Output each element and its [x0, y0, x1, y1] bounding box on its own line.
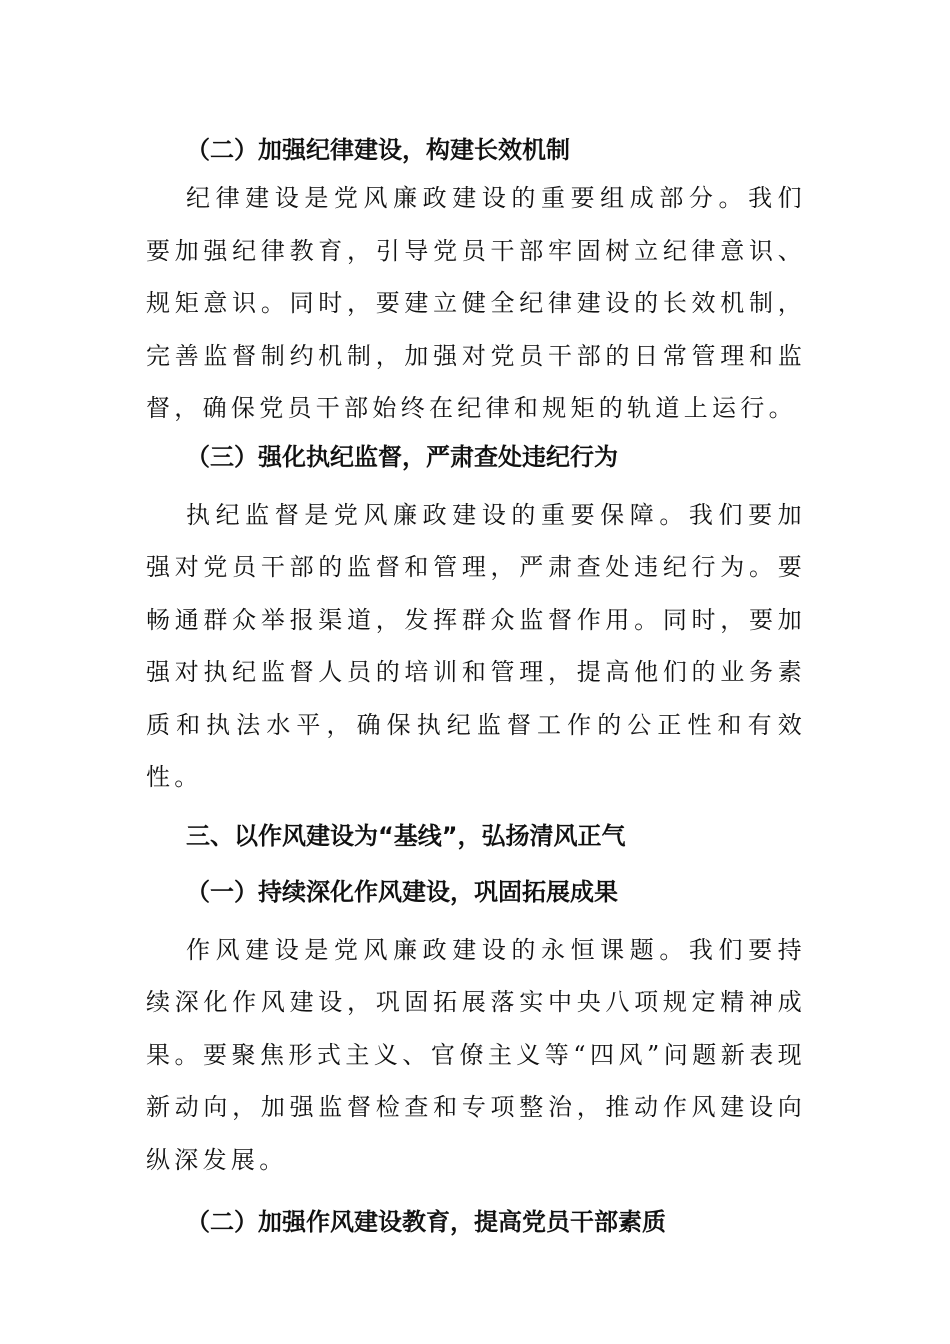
section-heading-deepen-work-style: （一）持续深化作风建设，巩固拓展成果	[186, 877, 618, 906]
paragraph-discipline-building: 纪律建设是党风廉政建设的重要组成部分。我们要加强纪律教育，引导党员干部牢固树立纪律意识、规矩意识。同时，要建立健全纪律建设的长效机制，完善监督制约机制，加强对党员干部的日常管理和监督，确保党员干部始终在纪律和规矩的轨道上运行。	[146, 184, 806, 422]
paragraph-discipline-supervision: 执纪监督是党风廉政建设的重要保障。我们要加强对党员干部的监督和管理，严肃查处违纪行为。要畅通群众举报渠道，发挥群众监督作用。同时，要加强对执纪监督人员的培训和管理，提高他们的业务素质和执法水平，确保执纪监督工作的公正性和有效性。	[146, 500, 806, 791]
section-heading-discipline-supervision: （三）强化执纪监督，严肃查处违纪行为	[186, 442, 618, 471]
paragraph-work-style: 作风建设是党风廉政建设的永恒课题。我们要持续深化作风建设，巩固拓展落实中央八项规定精神成果。要聚焦形式主义、官僚主义等“四风”问题新表现新动向，加强监督检查和专项整治，推动作风建设向纵深发展。	[146, 935, 806, 1174]
section-heading-work-style-education: （二）加强作风建设教育，提高党员干部素质	[186, 1208, 666, 1236]
chapter-heading-work-style: 三、以作风建设为“基线”，弘扬清风正气	[186, 821, 626, 850]
document-body	[146, 128, 806, 1244]
section-heading-discipline-mechanism: （二）加强纪律建设，构建长效机制	[186, 136, 570, 164]
